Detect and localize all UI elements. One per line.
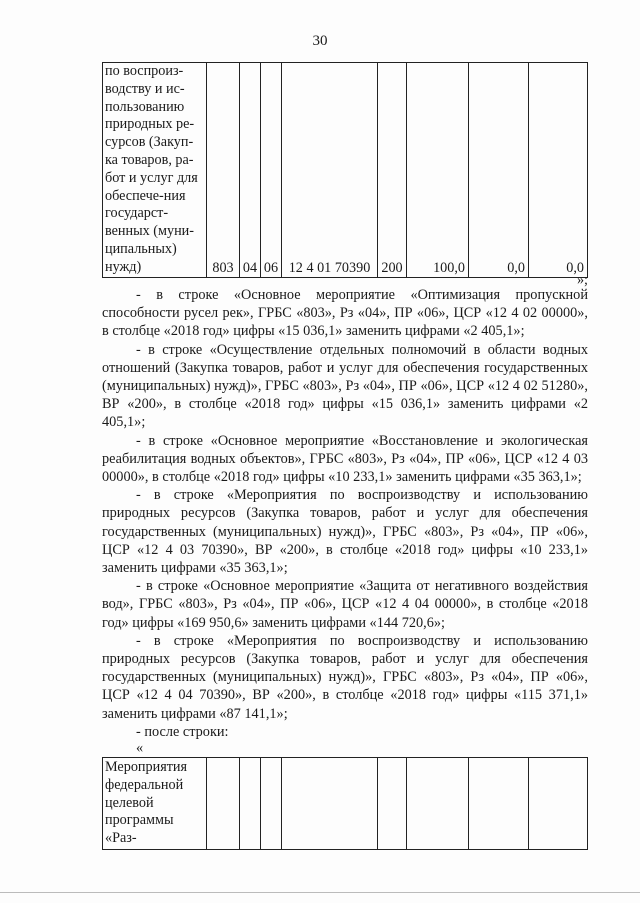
amendment-paragraph: - после строки: — [136, 723, 229, 740]
cell-pr: 06 — [261, 63, 282, 278]
row-description: Мероприятия федеральной целевой программы «Раз- — [103, 758, 207, 850]
cell-2020: 0,0 — [529, 63, 588, 278]
cell-2018: 100,0 — [407, 63, 469, 278]
amendment-list — [102, 286, 588, 741]
table-cell — [529, 758, 588, 850]
amendment-paragraph: - в строке «Осуществление отдельных полномочий в области водных отношений (Закупка товаров, работ и услуг для обеспечения государственных (муниципальных) нужд)», ГРБС «803», Рз «04», ПР «06», ЦСР «12 4 02 51280», ВР «200», в столбце «2018 год» цифры «15 036,1» заменить цифрами «2 405,1»; — [102, 341, 588, 431]
page-number: 30 — [312, 33, 328, 49]
budget-table-top — [102, 62, 588, 278]
budget-table-bottom — [102, 757, 588, 850]
row-description: по воспроиз-водству и ис-пользованию природных ре-сурсов (Закуп-ка товаров, ра-бот и услуг для обеспече-ния государст-венных (муни-ципальных) нужд) — [103, 63, 207, 278]
table-cell — [207, 758, 240, 850]
table-cell — [261, 758, 282, 850]
cell-2019: 0,0 — [469, 63, 529, 278]
cell-csr: 12 4 01 70390 — [282, 63, 378, 278]
table-row — [103, 63, 588, 278]
cell-rz: 04 — [240, 63, 261, 278]
amendment-paragraph: - в строке «Мероприятия по воспроизводству и использованию природных ресурсов (Закупка товаров, работ и услуг для обеспечения государственных (муниципальных) нужд)», ГРБС «803», Рз «04», ПР «06», ЦСР «12 4 04 70390», ВР «200», в столбце «2018 год» цифры «115 371,1» заменить цифрами «87 141,1»; — [102, 632, 588, 722]
table-cell — [240, 758, 261, 850]
page-bottom-rule — [0, 892, 640, 893]
amendment-paragraph: - в строке «Основное мероприятие «Оптимизация пропускной способности русел рек», ГРБС «803», Рз «04», ПР «06», ЦСР «12 4 02 00000», в столбце «2018 год» цифры «15 036,1» заменить цифрами «2 405,1»; — [102, 287, 588, 340]
closing-quote: »; — [576, 272, 588, 288]
table-cell — [378, 758, 407, 850]
table-row — [103, 758, 588, 850]
table-cell — [407, 758, 469, 850]
table-cell — [282, 758, 378, 850]
cell-grbs: 803 — [207, 63, 240, 278]
opening-quote: « — [136, 740, 144, 756]
amendment-paragraph: - в строке «Основное мероприятие «Восстановление и экологическая реабилитация водных объектов», ГРБС «803», Рз «04», ПР «06», ЦСР «12 4 03 00000», в столбце «2018 год» цифры «10 233,1» заменить цифрами «35 363,1»; — [102, 432, 588, 486]
amendment-paragraph: - в строке «Основное мероприятие «Защита от негативного воздействия вод», ГРБС «803», Рз «04», ПР «06», ЦСР «12 4 04 00000», в столбце «2018 год» цифры «169 950,6» заменить цифрами «144 720,6»; — [102, 578, 588, 631]
table-cell — [469, 758, 529, 850]
amendment-paragraph: - в строке «Мероприятия по воспроизводству и использованию природных ресурсов (Закупка товаров, работ и услуг для обеспечения государственных (муниципальных) нужд)», ГРБС «803», Рз «04», ПР «06», ЦСР «12 4 03 70390», ВР «200», в столбце «2018 год» цифры «10 233,1» заменить цифрами «35 363,1»; — [102, 487, 588, 577]
cell-vr: 200 — [378, 63, 407, 278]
